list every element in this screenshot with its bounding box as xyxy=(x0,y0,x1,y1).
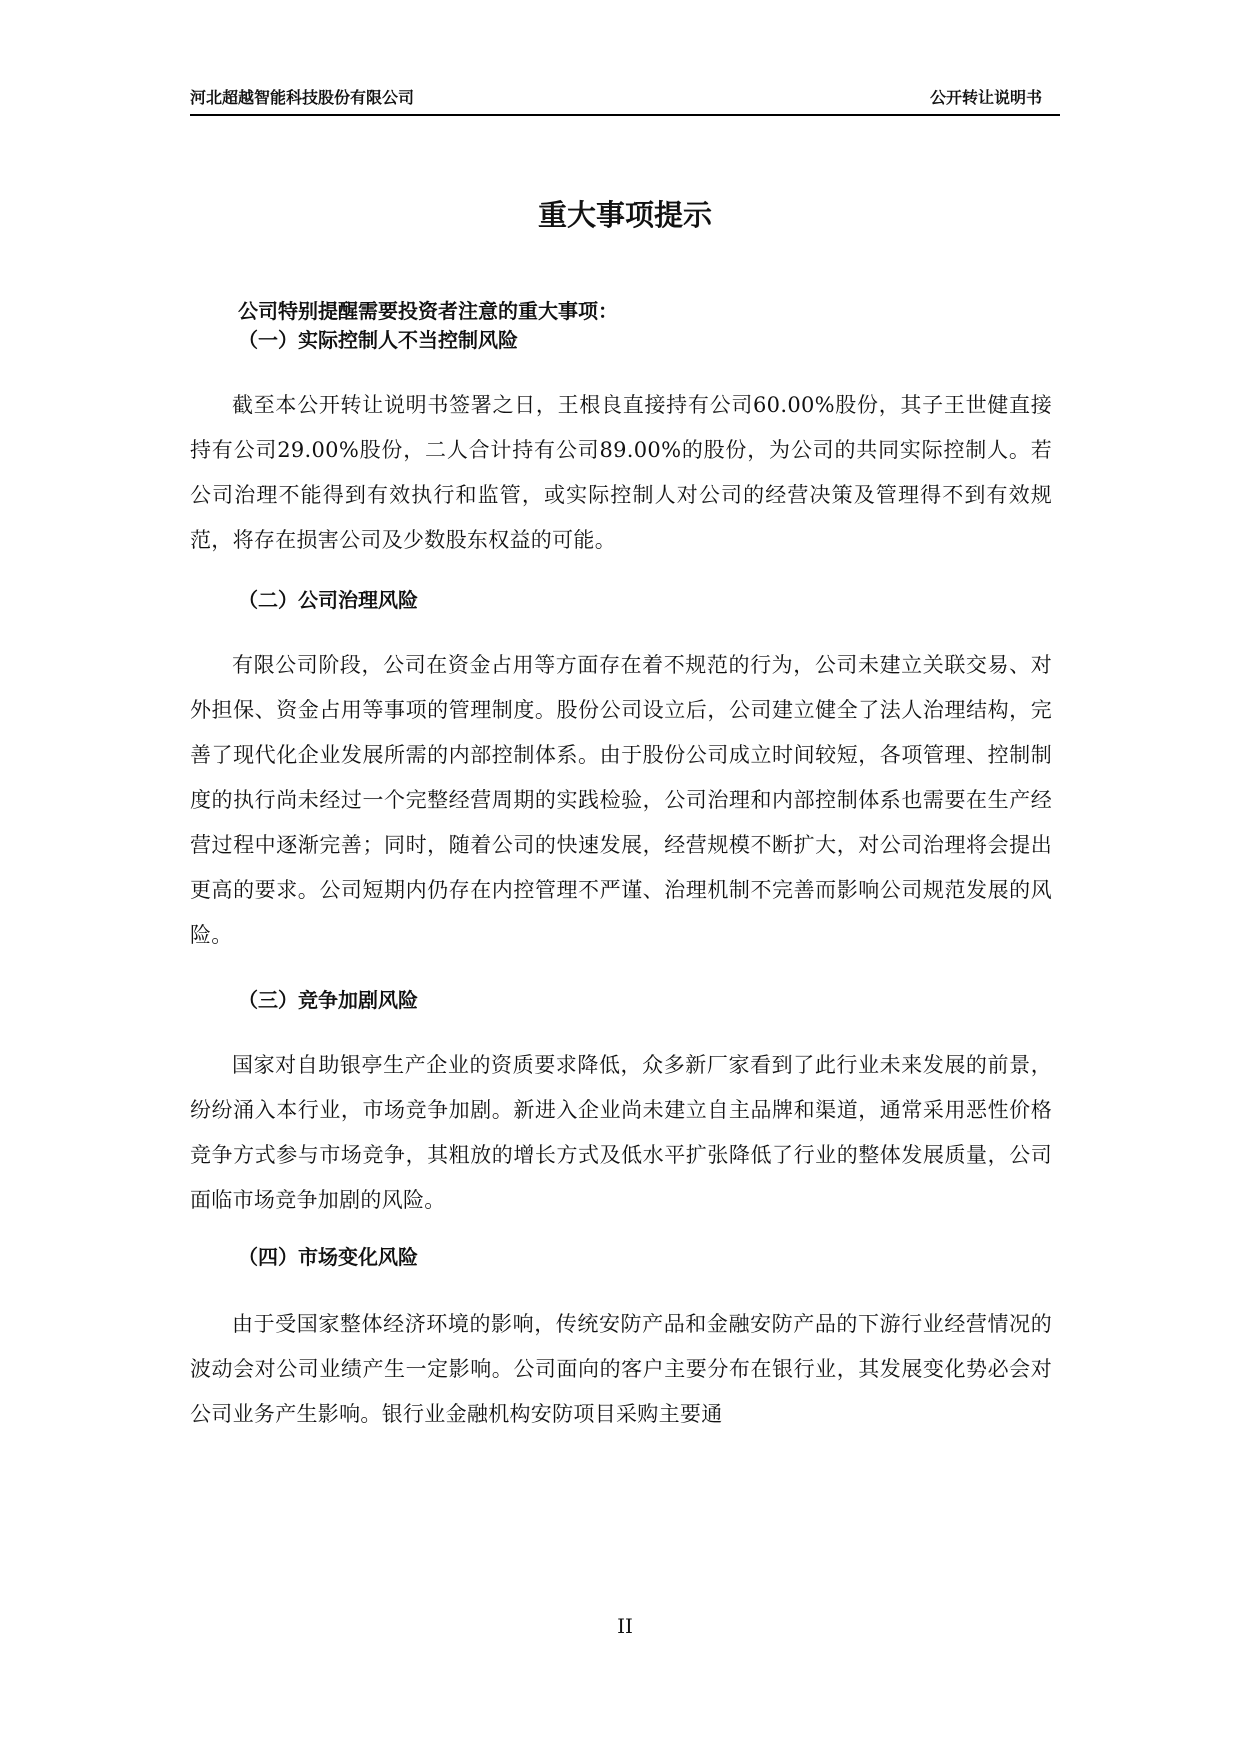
section-heading-3: （三）竞争加剧风险 xyxy=(238,988,418,1012)
section-paragraph-1: 截至本公开转让说明书签署之日，王根良直接持有公司60.00%股份，其子王世健直接持有公司29.00%股份，二人合计持有公司89.00%的股份，为公司的共同实际控制人。若公司治理不能得到有效执行和监管，或实际控制人对公司的经营决策及管理得不到有效规范，将存在损害公司及少数股东权益的可能。 xyxy=(190,393,1052,552)
section-heading-4: （四）市场变化风险 xyxy=(238,1245,418,1269)
section-heading-2: （二）公司治理风险 xyxy=(238,588,418,612)
page-title: 重大事项提示 xyxy=(537,198,712,232)
intro-heading: 公司特别提醒需要投资者注意的重大事项： xyxy=(238,299,618,323)
section-paragraph-2: 有限公司阶段，公司在资金占用等方面存在着不规范的行为，公司未建立关联交易、对外担保、资金占用等事项的管理制度。股份公司设立后，公司建立健全了法人治理结构，完善了现代化企业发展所需的内部控制体系。由于股份公司成立时间较短，各项管理、控制制度的执行尚未经过一个完整经营周期的实践检验，公司治理和内部控制体系也需要在生产经营过程中逐渐完善；同时，随着公司的快速发展，经营规模不断扩大，对公司治理将会提出更高的要求。公司短期内仍存在内控管理不严谨、治理机制不完善而影响公司规范发展的风险。 xyxy=(190,653,1052,947)
section-paragraph-3: 国家对自助银亭生产企业的资质要求降低，众多新厂家看到了此行业未来发展的前景，纷纷涌入本行业，市场竞争加剧。新进入企业尚未建立自主品牌和渠道，通常采用恶性价格竞争方式参与市场竞争，其粗放的增长方式及低水平扩张降低了行业的整体发展质量，公司面临市场竞争加剧的风险。 xyxy=(190,1053,1052,1212)
header-company-name: 河北超越智能科技股份有限公司 xyxy=(190,88,415,107)
section-heading-1: （一）实际控制人不当控制风险 xyxy=(238,328,518,352)
section-paragraph-4: 由于受国家整体经济环境的影响，传统安防产品和金融安防产品的下游行业经营情况的波动会对公司业绩产生一定影响。公司面向的客户主要分布在银行业，其发展变化势必会对公司业务产生影响。银行业金融机构安防项目采购主要通 xyxy=(190,1312,1052,1426)
page-number: II xyxy=(617,1614,633,1638)
page-header xyxy=(190,86,1060,116)
header-document-type: 公开转让说明书 xyxy=(929,88,1042,107)
